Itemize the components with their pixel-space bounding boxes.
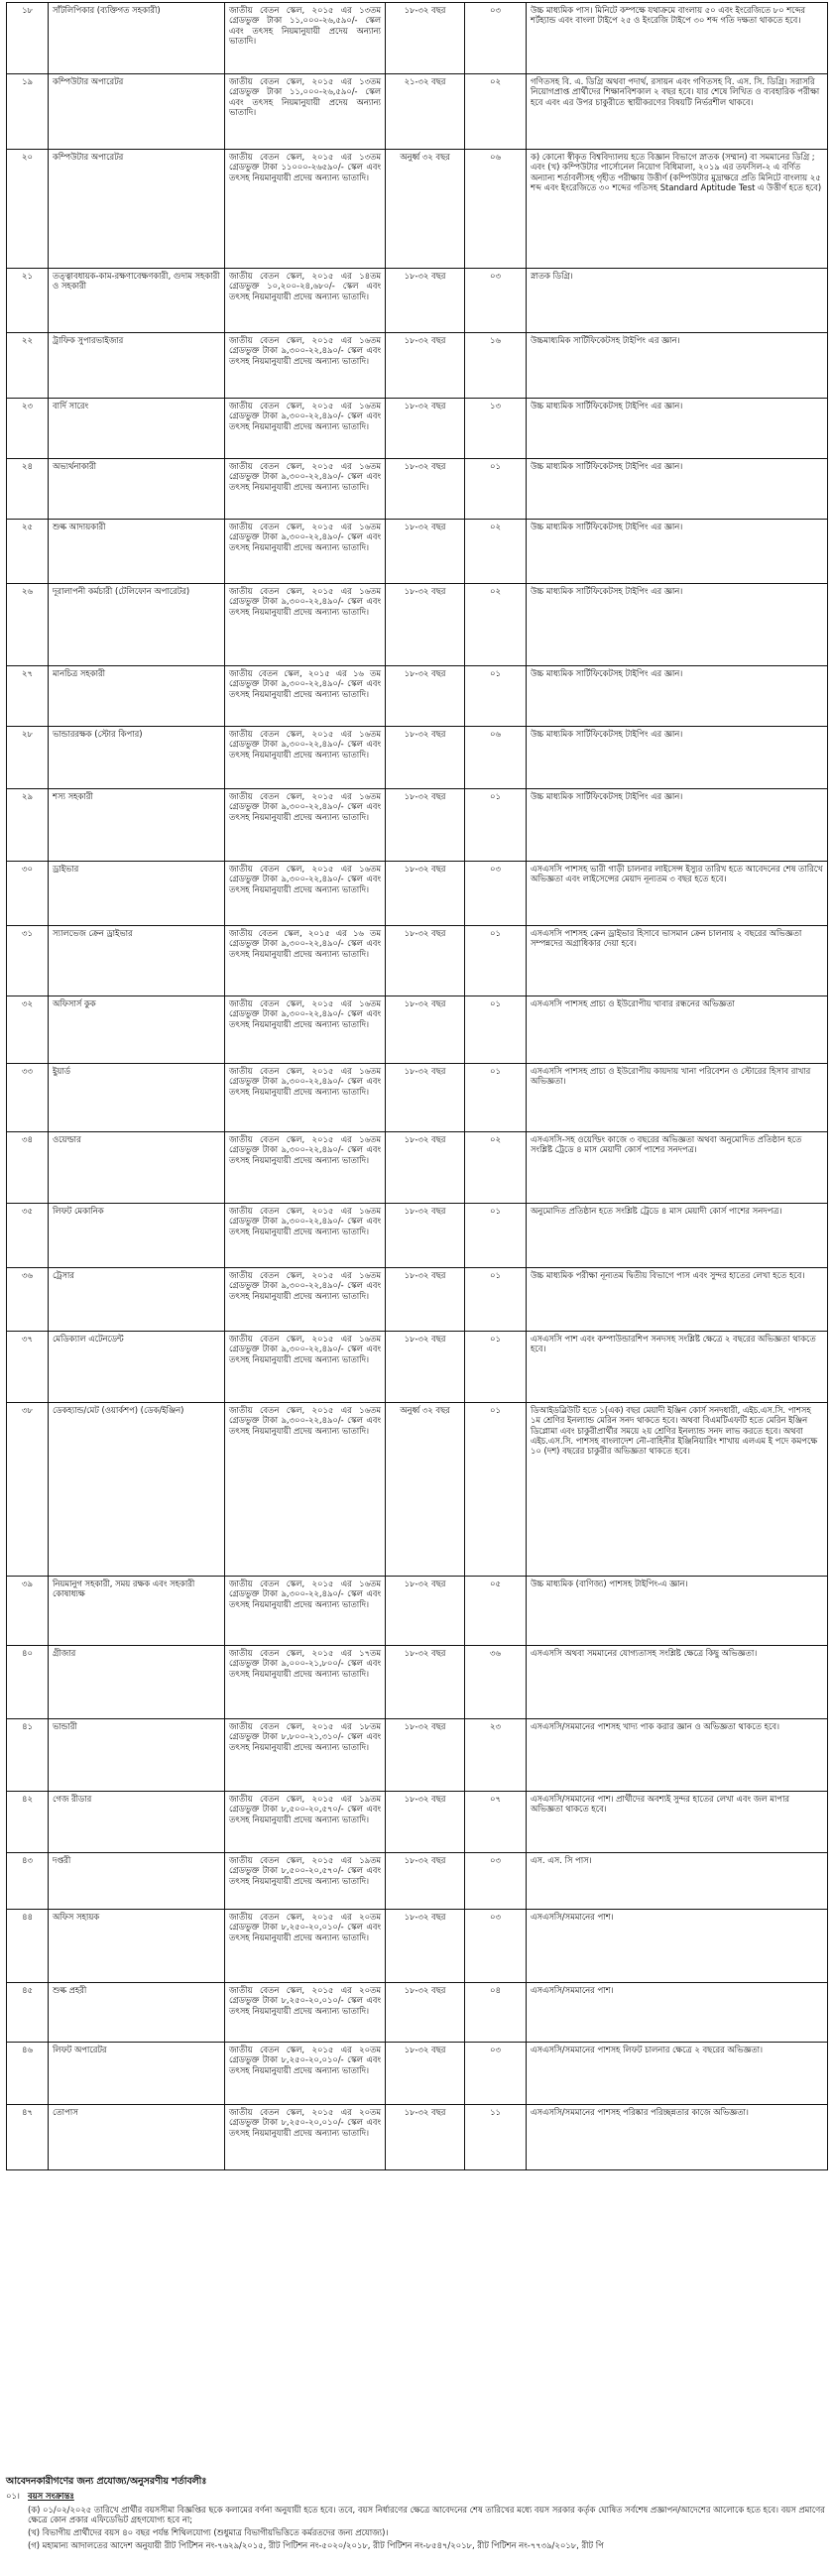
qualification-cell: উচ্চ মাধ্যমিক সার্টিফিকেটসহ টাইপিং এর জ্ঞান।: [527, 666, 828, 727]
qualification-cell: উচ্চ মাধ্যমিক সার্টিফিকেটসহ টাইপিং এর জ্ঞান।: [527, 727, 828, 789]
age-limit-cell: ১৮-৩২ বছর: [386, 2105, 465, 2170]
serial-number-cell: ২৪: [7, 459, 49, 520]
serial-number-cell: ৪৫: [7, 1983, 49, 2043]
vacancy-count-cell: ০২: [465, 584, 527, 666]
pay-scale-cell: জাতীয় বেতন স্কেল, ২০১৫ এর ১৬তম গ্রেডভুক্ত টাকা ৯,৩০০-২২,৪৯০/- স্কেল এবং তৎসহ নিয়মানুযায়ী প্রদেয় অন্যান্য ভাতাদি।: [225, 1064, 386, 1132]
pay-scale-cell: জাতীয় বেতন স্কেল, ২০১৫ এর ১৬তম গ্রেডভুক্ত টাকা ৯,৩০০-২২,৪৯০/- স্কেল এবং তৎসহ নিয়মানুযায়ী প্রদেয় অন্যান্য ভাতাদি।: [225, 399, 386, 459]
post-name-cell: ভান্ডাররক্ষক (স্টোর কিপার): [49, 727, 225, 789]
pay-scale-cell: জাতীয় বেতন স্কেল, ২০১৫ এর ২০তম গ্রেডভুক্ত টাকা ৮,২৫০-২০,০১০/- স্কেল এবং তৎসহ নিয়মানুযায়ী প্রদেয় অন্যান্য ভাতাদি।: [225, 2105, 386, 2170]
age-limit-cell: ১৮-৩২ বছর: [386, 1132, 465, 1204]
pay-scale-cell: জাতীয় বেতন স্কেল, ২০১৫ এর ১৭তম গ্রেডভুক্ত টাকা ৯,০০০-২১,৮০০/- স্কেল এবং তৎসহ নিয়মানুযায়ী প্রদেয় অন্যান্য ভাতাদি।: [225, 1646, 386, 1719]
vacancy-count-cell: ০৪: [465, 1983, 527, 2043]
post-name-cell: শুল্ক প্রহরী: [49, 1983, 225, 2043]
pay-scale-cell: জাতীয় বেতন স্কেল, ২০১৫ এর ১৬তম গ্রেডভুক্ত টাকা ৯,৩০০-২২,৪৯০/- স্কেল এবং তৎসহ নিয়মানুযায়ী প্রদেয় অন্যান্য ভাতাদি।: [225, 1332, 386, 1403]
qualification-cell: এস. এস. সি পাস।: [527, 1853, 828, 1910]
age-limit-cell: ১৮-৩২ বছর: [386, 1064, 465, 1132]
serial-number-cell: ৪৩: [7, 1853, 49, 1910]
qualification-cell: এসএসসি/সমমানের পাশ। প্রার্থীদের অবশ্যই সুন্দর হাতের লেখা এবং জল মাপার অভিজ্ঞতা থাকতে হবে।: [527, 1792, 828, 1853]
qualification-cell: উচ্চ মাধ্যমিক সার্টিফিকেটসহ টাইপিং এর জ্ঞান।: [527, 520, 828, 584]
age-limit-cell: ১৮-৩২ বছর: [386, 333, 465, 399]
serial-number-cell: ২৮: [7, 727, 49, 789]
serial-number-cell: ৩৭: [7, 1332, 49, 1403]
vacancy-count-cell: ০৩: [465, 1853, 527, 1910]
age-limit-cell: ১৮-৩২ বছর: [386, 1792, 465, 1853]
vacancy-count-cell: ১১: [465, 2105, 527, 2170]
serial-number-cell: ৪৬: [7, 2043, 49, 2105]
age-limit-cell: ১৮-৩২ বছর: [386, 459, 465, 520]
table-row: [7, 1332, 828, 1403]
serial-number-cell: ২৬: [7, 584, 49, 666]
serial-number-cell: ৪৪: [7, 1910, 49, 1983]
age-limit-cell: ১৮-৩২ বছর: [386, 666, 465, 727]
post-name-cell: শুল্ক আদায়কারী: [49, 520, 225, 584]
vacancy-count-cell: ০৩: [465, 3, 527, 74]
table-row: [7, 1983, 828, 2043]
pay-scale-cell: জাতীয় বেতন স্কেল, ২০১৫ এর ২০তম গ্রেডভুক্ত টাকা ৮,২৫০-২০,০১০/- স্কেল এবং তৎসহ নিয়মানুযায়ী প্রদেয় অন্যান্য ভাতাদি।: [225, 1983, 386, 2043]
post-name-cell: তোপাস: [49, 2105, 225, 2170]
age-limit-cell: ১৮-৩২ বছর: [386, 520, 465, 584]
table-row: [7, 3, 828, 74]
serial-number-cell: ৩৪: [7, 1132, 49, 1204]
qualification-cell: অনুমোদিত প্রতিষ্ঠান হতে সংশ্লিষ্ট ট্রেডে ৪ মাস মেয়াদী কোর্স পাশের সনদপত্র।: [527, 1204, 828, 1268]
age-limit-cell: ১৮-৩২ বছর: [386, 1983, 465, 2043]
pay-scale-cell: জাতীয় বেতন স্কেল, ২০১৫ এর ১৬ তম গ্রেডভুক্ত টাকা ৯,৩০০-২২,৪৯০/- স্কেল এবং তৎসহ নিয়মানুযায়ী প্রদেয় অন্যান্য ভাতাদি।: [225, 666, 386, 727]
pay-scale-cell: জাতীয় বেতন স্কেল, ২০১৫ এর ২০তম গ্রেডভুক্ত টাকা ৮,২৫০-২০,০১০/- স্কেল এবং তৎসহ নিয়মানুযায়ী প্রদেয় অন্যান্য ভাতাদি।: [225, 2043, 386, 2105]
pay-scale-cell: জাতীয় বেতন স্কেল, ২০১৫ এর ১৬তম গ্রেডভুক্ত টাকা ৯,৩০০-২২,৪৯০/- স্কেল এবং তৎসহ নিয়মানুযায়ী প্রদেয় অন্যান্য ভাতাদি।: [225, 520, 386, 584]
pay-scale-cell: জাতীয় বেতন স্কেল, ২০১৫ এর ১৬তম গ্রেডভুক্ত টাকা ৯,৩০০-২২,৪৯০/- স্কেল এবং তৎসহ নিয়মানুযায়ী প্রদেয় অন্যান্য ভাতাদি।: [225, 1403, 386, 1577]
serial-number-cell: ২২: [7, 333, 49, 399]
pay-scale-cell: জাতীয় বেতন স্কেল, ২০১৫ এর ১৬তম গ্রেডভুক্ত টাকা ৯,৩০০-২২,৪৯০/- স্কেল এবং তৎসহ নিয়মানুযায়ী প্রদেয় অন্যান্য ভাতাদি।: [225, 584, 386, 666]
serial-number-cell: ৩০: [7, 862, 49, 926]
table-row: [7, 520, 828, 584]
vacancy-count-cell: ০৬: [465, 727, 527, 789]
pay-scale-cell: জাতীয় বেতন স্কেল, ২০১৫ এর ১৩তম গ্রেডভুক্ত টাকা ১১,০০০-২৬,৫৯০/- স্কেল এবং তৎসহ নিয়মানুযায়ী প্রদেয় অন্যান্য ভাতাদি।: [225, 3, 386, 74]
serial-number-cell: ২৭: [7, 666, 49, 727]
post-name-cell: মানচিত্র সহকারী: [49, 666, 225, 727]
qualification-cell: এসএসসি পাশ এবং কম্পাউন্ডারশিপ সনদসহ সংশ্লিষ্ট ক্ষেত্রে ২ বছরের অভিজ্ঞতা থাকতে হবে।: [527, 1332, 828, 1403]
post-name-cell: কম্পিউটার অপারেটর: [49, 74, 225, 150]
table-row: [7, 926, 828, 996]
table-row: [7, 1646, 828, 1719]
table-row: [7, 862, 828, 926]
qualification-cell: এসএসসি/সমমানের পাশসহ খাদ্য পাক করার জ্ঞান ও অভিজ্ঞতা থাকতে হবে।: [527, 1719, 828, 1792]
table-row: [7, 1064, 828, 1132]
qualification-cell: ডিআইডব্লিউটি হতে ১(এক) বছর মেয়াদী ইঞ্জিন কোর্স সনদধারী, এইচ.এস.সি. পাশসহ ১ম শ্রেণির ইনল্যান্ড মেরিন সনদ থাকতে হবে। অথবা বিএমটিএফটি হতে মেরিন ইঞ্জিন ডিপ্লোমা এবং চাকুরীপ্রার্থীর সময়ে ২য় শ্রেণির ইনল্যান্ড সনদ লাভ করতে হবে। অথবা এইচ.এস.সি. পাশসহ বাংলাদেশ নৌ-বাহিনীর ইঞ্জিনিয়ারিং শাখায় এলএম ই পদে কমপক্ষে ১০ (দশ) বছরের চাকুরীর অভিজ্ঞতা থাকতে হবে।: [527, 1403, 828, 1577]
qualification-cell: ক) কোনো স্বীকৃত বিশ্ববিদ্যালয় হতে বিজ্ঞান বিভাগে স্নাতক (সম্মান) বা সমমানের ডিগ্রি ; এবং (খ) কম্পিউটার পার্সোনেল নিয়োগ বিধিমালা, ২০১৯ এর তফসিল-২ এ বর্ণিত অন্যান্য শর্তাবলীসহ গৃহীত পরীক্ষায় উত্তীর্ণ (কম্পিউটার মুদ্রাক্ষরে প্রতি মিনিটে বাংলায় ২৫ শব্দ এবং ইংরেজিতে ৩০ শব্দের গতিসহ Standard Aptitude Test এ উত্তীর্ণ হতে হবে): [527, 150, 828, 269]
post-name-cell: নিয়মানুগ সহকারী, সময় রক্ষক এবং সহকারী কোষাধ্যক্ষ: [49, 1577, 225, 1646]
vacancy-count-cell: ০১: [465, 1332, 527, 1403]
table-row: [7, 1910, 828, 1983]
post-name-cell: ডেকহ্যান্ড/মেট (ওয়ার্কশপ) (ডেক/ইঞ্জিন): [49, 1403, 225, 1577]
post-name-cell: কম্পিউটার অপারেটর: [49, 150, 225, 269]
conditions-item-title: বয়স সংক্রান্তঃ: [28, 2491, 74, 2502]
pay-scale-cell: জাতীয় বেতন স্কেল, ২০১৫ এর ১৬তম গ্রেডভুক্ত টাকা ৯,৩০০-২২,৪৯০/- স্কেল এবং তৎসহ নিয়মানুযায়ী প্রদেয় অন্যান্য ভাতাদি।: [225, 459, 386, 520]
age-limit-cell: অনুর্ধ্ব ৩২ বছর: [386, 150, 465, 269]
qualification-cell: এসএসসি/সমমানের পাশ।: [527, 1983, 828, 2043]
vacancy-count-cell: ২৩: [465, 1719, 527, 1792]
vacancy-count-cell: ১৩: [465, 399, 527, 459]
age-limit-cell: ২১-৩২ বছর: [386, 74, 465, 150]
age-limit-cell: ১৮-৩২ বছর: [386, 399, 465, 459]
vacancy-count-cell: ০১: [465, 996, 527, 1064]
vacancy-count-cell: ০৫: [465, 1577, 527, 1646]
post-name-cell: বার্দি সারেং: [49, 399, 225, 459]
qualification-cell: এসএসসি পাশসহ ভারী গাড়ী চালনার লাইসেন্স ইস্যুর তারিখ হতে আবেদনের শেষ তারিখে অভিজ্ঞতা এবং লাইসেন্সের মেয়াদ নূন্যতম ৩ বছর হতে হবে।: [527, 862, 828, 926]
pay-scale-cell: জাতীয় বেতন স্কেল, ২০১৫ এর ১৯তম গ্রেডভুক্ত টাকা ৮,৫০০-২০,৫৭০/- স্কেল এবং তৎসহ নিয়মানুযায়ী প্রদেয় অন্যান্য ভাতাদি।: [225, 1792, 386, 1853]
vacancy-count-cell: ০২: [465, 520, 527, 584]
conditions-heading: আবেদনকারীগণের জন্য প্রযোজ্য/অনুসরণীয় শর্তাবলীঃ: [6, 2476, 207, 2487]
table-row: [7, 1792, 828, 1853]
vacancy-count-cell: ০৬: [465, 150, 527, 269]
table-row: [7, 2043, 828, 2105]
conditions-section: [6, 2476, 827, 2551]
serial-number-cell: ২৩: [7, 399, 49, 459]
qualification-cell: এসএসসি অথবা সমমানের যোগ্যতাসহ সংশ্লিষ্ট ক্ষেত্রে কিছু অভিজ্ঞতা।: [527, 1646, 828, 1719]
post-name-cell: ইুয়ার্ড: [49, 1064, 225, 1132]
vacancy-count-cell: ০১: [465, 789, 527, 862]
posts-table: [6, 2, 828, 2170]
qualification-cell: এসএসসি/সমমানের পাশসহ পরিষ্কার পরিচ্ছন্নতার কাজে অভিজ্ঞতা।: [527, 2105, 828, 2170]
qualification-cell: উচ্চ মাধ্যমিক সার্টিফিকেটসহ টাইপিং এর জ্ঞান।: [527, 584, 828, 666]
age-limit-cell: ১৮-৩২ বছর: [386, 926, 465, 996]
posts-table-body: [7, 3, 828, 2170]
qualification-cell: গণিতসহ বি. এ. ডিগ্রি অথবা পদার্থ, রসায়ন এবং গণিতসহ বি. এস. সি. ডিগ্রি। সরাসরি নিয়োগপ্রাপ্ত প্রার্থীদের শিক্ষানবিশকাল ২ বছর হবে। যার শেষে লিখিত ও ব্যবহারিক পরীক্ষা হবে এবং এর উপর চাকুরীতে স্থায়ীকরণের বিষয়টি নির্ভরশীল থাকবে।: [527, 74, 828, 150]
pay-scale-cell: জাতীয় বেতন স্কেল, ২০১৫ এর ১৪তম গ্রেডভুক্ত ১০,২০০-২৪,৬৮০/- স্কেল এবং তৎসহ নিয়মানুযায়ী প্রদেয় অন্যান্য ভাতাদি।: [225, 269, 386, 333]
vacancy-count-cell: ০৩: [465, 269, 527, 333]
serial-number-cell: ৪০: [7, 1646, 49, 1719]
post-name-cell: দূরালাপনী কর্মচারী (টেলিফোন অপারেটর): [49, 584, 225, 666]
age-limit-cell: অনুর্ধ্ব ৩২ বছর: [386, 1403, 465, 1577]
post-name-cell: অভ্যর্থনাকারী: [49, 459, 225, 520]
age-limit-cell: ১৮-৩২ বছর: [386, 1853, 465, 1910]
table-row: [7, 2105, 828, 2170]
pay-scale-cell: জাতীয় বেতন স্কেল, ২০১৫ এর ১৬তম গ্রেডভুক্ত টাকা ৯,৩০০-২২,৪৯০/- স্কেল এবং তৎসহ নিয়মানুযায়ী প্রদেয় অন্যান্য ভাতাদি।: [225, 1577, 386, 1646]
serial-number-cell: ৩৫: [7, 1204, 49, 1268]
qualification-cell: এসএসসি পাশসহ প্রাচ্য ও ইউরোপীয় খাবার রন্ধনের অভিজ্ঞতা: [527, 996, 828, 1064]
pay-scale-cell: জাতীয় বেতন স্কেল, ২০১৫ এর ১৬তম গ্রেডভুক্ত টাকা ৯,৩০০-২২,৪৯০/- স্কেল এবং তৎসহ নিয়মানুযায়ী প্রদেয় অন্যান্য ভাতাদি।: [225, 727, 386, 789]
serial-number-cell: ১৮: [7, 3, 49, 74]
table-row: [7, 1204, 828, 1268]
vacancy-count-cell: ০১: [465, 666, 527, 727]
age-limit-cell: ১৮-৩২ বছর: [386, 789, 465, 862]
vacancy-count-cell: ০২: [465, 74, 527, 150]
post-name-cell: সাঁটলিপিকার (ব্যক্তিগত সহকারী): [49, 3, 225, 74]
post-name-cell: দপ্তরী: [49, 1853, 225, 1910]
pay-scale-cell: জাতীয় বেতন স্কেল, ২০১৫ এর ১৬তম গ্রেডভুক্ত টাকা ৯,৩০০-২২,৪৯০/- স্কেল এবং তৎসহ নিয়মানুযায়ী প্রদেয় অন্যান্য ভাতাদি।: [225, 333, 386, 399]
pay-scale-cell: জাতীয় বেতন স্কেল, ২০১৫ এর ১৩তম গ্রেডভুক্ত টাকা ১১০০০-২৬৫৯০/- স্কেল এবং তৎসহ নিয়মানুযায়ী প্রদেয় অন্যান্য ভাতাদি।: [225, 150, 386, 269]
age-limit-cell: ১৮-৩২ বছর: [386, 3, 465, 74]
vacancy-count-cell: ৩৬: [465, 1646, 527, 1719]
table-row: [7, 727, 828, 789]
post-name-cell: স্যালভেজ ক্রেন ড্রাইভার: [49, 926, 225, 996]
serial-number-cell: ৩১: [7, 926, 49, 996]
table-row: [7, 1268, 828, 1332]
vacancy-count-cell: ০১: [465, 926, 527, 996]
serial-number-cell: ৪২: [7, 1792, 49, 1853]
post-name-cell: লিফট মেকানিক: [49, 1204, 225, 1268]
table-row: [7, 996, 828, 1064]
serial-number-cell: ৩৩: [7, 1064, 49, 1132]
pay-scale-cell: জাতীয় বেতন স্কেল, ২০১৫ এর ১৬ তম গ্রেডভুক্ত টাকা ৯,৩০০-২২,৪৯০/- স্কেল এবং তৎসহ নিয়মানুযায়ী প্রদেয় অন্যান্য ভাতাদি।: [225, 926, 386, 996]
conditions-line-a: (ক) ০১/০২/২০২৫ তারিখে প্রার্থীর বয়সসীমা বিজ্ঞপ্তির ছকে কলামের বর্ণনা অনুযায়ী হতে হবে। তবে, বয়স নির্ধারণের ক্ষেত্রে আবেদনের শেষ তারিখের মধ্যে বয়স সরকার কর্তৃক ঘোষিত সর্বশেষ প্রজ্ঞাপন/আদেশের আলোকে হতে হবে। বয়স প্রমাণের ক্ষেত্রে কোন প্রকার এফিডেভিট গ্রহণযোগ্য হবে না;: [28, 2504, 825, 2524]
age-limit-cell: ১৮-৩২ বছর: [386, 2043, 465, 2105]
table-row: [7, 333, 828, 399]
vacancy-count-cell: ০৩: [465, 862, 527, 926]
serial-number-cell: ১৯: [7, 74, 49, 150]
qualification-cell: উচ্চ মাধ্যমিক সার্টিফিকেটসহ টাইপিং এর জ্ঞান।: [527, 789, 828, 862]
post-name-cell: ড্রাইভার: [49, 862, 225, 926]
age-limit-cell: ১৮-৩২ বছর: [386, 1577, 465, 1646]
post-name-cell: ভান্ডারী: [49, 1719, 225, 1792]
serial-number-cell: ৩৮: [7, 1403, 49, 1577]
serial-number-cell: ৩৯: [7, 1577, 49, 1646]
qualification-cell: স্নাতক ডিগ্রি।: [527, 269, 828, 333]
post-name-cell: গেজ রীডার: [49, 1792, 225, 1853]
post-name-cell: ট্রেসার: [49, 1268, 225, 1332]
table-row: [7, 1719, 828, 1792]
pay-scale-cell: জাতীয় বেতন স্কেল, ২০১৫ এর ২০তম গ্রেডভুক্ত টাকা ৮,২৫০-২০,০১০/- স্কেল এবং তৎসহ নিয়মানুযায়ী প্রদেয় অন্যান্য ভাতাদি।: [225, 1910, 386, 1983]
age-limit-cell: ১৮-৩২ বছর: [386, 727, 465, 789]
table-row: [7, 666, 828, 727]
vacancy-count-cell: ০১: [465, 1268, 527, 1332]
vacancy-count-cell: ০৭: [465, 1792, 527, 1853]
age-limit-cell: ১৮-৩২ বছর: [386, 862, 465, 926]
conditions-item-number: ০১।: [6, 2491, 20, 2502]
age-limit-cell: ১৮-৩২ বছর: [386, 1719, 465, 1792]
table-row: [7, 150, 828, 269]
table-row: [7, 1403, 828, 1577]
age-limit-cell: ১৮-৩২ বছর: [386, 1332, 465, 1403]
vacancy-count-cell: ০১: [465, 1064, 527, 1132]
age-limit-cell: ১৮-৩২ বছর: [386, 269, 465, 333]
vacancy-count-cell: ০১: [465, 459, 527, 520]
conditions-item: [6, 2491, 827, 2501]
table-row: [7, 269, 828, 333]
qualification-cell: এসএসসি পাশসহ ক্রেন ড্রাইভার হিসাবে ভাসমান ক্রেন চালনায় ২ বছরের অভিজ্ঞতা সম্পন্নদের অগ্রাধিকার দেয়া হবে।: [527, 926, 828, 996]
pay-scale-cell: জাতীয় বেতন স্কেল, ২০১৫ এর ১৬তম গ্রেডভুক্ত টাকা ৯,৩০০-২২,৪৯০/- স্কেল এবং তৎসহ নিয়মানুযায়ী প্রদেয় অন্যান্য ভাতাদি।: [225, 1204, 386, 1268]
age-limit-cell: ১৮-৩২ বছর: [386, 1910, 465, 1983]
qualification-cell: উচ্চ মাধ্যমিক পরীক্ষা নূন্যতম দ্বিতীয় বিভাগে পাস এবং সুন্দর হাতের লেখা হতে হবে।: [527, 1268, 828, 1332]
age-limit-cell: ১৮-৩২ বছর: [386, 996, 465, 1064]
post-name-cell: মেডিক্যাল এটেনডেন্ট: [49, 1332, 225, 1403]
serial-number-cell: ৩৬: [7, 1268, 49, 1332]
age-limit-cell: ১৮-৩২ বছর: [386, 1268, 465, 1332]
pay-scale-cell: জাতীয় বেতন স্কেল, ২০১৫ এর ১৩তম গ্রেডভুক্ত টাকা ১১,০০০-২৬,৫৯০/- স্কেল এবং তৎসহ নিয়মানুযায়ী প্রদেয় অন্যান্য ভাতাদি।: [225, 74, 386, 150]
vacancy-count-cell: ১৬: [465, 333, 527, 399]
post-name-cell: ট্রাফিক সুপারভাইজার: [49, 333, 225, 399]
qualification-cell: এসএসসি/সমমানের পাশসহ লিফট চালনার ক্ষেত্রে ২ বছরের অভিজ্ঞতা।: [527, 2043, 828, 2105]
serial-number-cell: ৩২: [7, 996, 49, 1064]
qualification-cell: এসএসসি-সহ ওয়েল্ডিং কাজে ৩ বছরের অভিজ্ঞতা অথবা অনুমোদিত প্রতিষ্ঠান হতে সংশ্লিষ্ট ট্রেডে ৪ মাস মেয়াদী কোর্স পাশের সনদপত্র।: [527, 1132, 828, 1204]
post-name-cell: শস্য সহকারী: [49, 789, 225, 862]
serial-number-cell: ২১: [7, 269, 49, 333]
conditions-line-c: (গ) মহামান্য আদালতের আদেশ অনুযায়ী রীট পিটিশন নং-৭৬২৯/২০১৫, রীট পিটিশন নং-৫০২০/২০১৮, রীট পিটিশন নং-৮৫৪৭/২০১৮, রীট পিটিশন নং-৭৭৩৯/২০১৮, রীট পি: [28, 2540, 604, 2551]
conditions-line-b: (খ) বিভাগীয় প্রার্থীদের বয়স ৪০ বছর পর্যন্ত শিথিলযোগ্য (শুধুমাত্র বিভাগীয়ভিত্তিতে কর্মরতদের জন্য প্রযোজ্য)।: [28, 2527, 389, 2538]
table-row: [7, 459, 828, 520]
pay-scale-cell: জাতীয় বেতন স্কেল, ২০১৫ এর ১৬তম গ্রেডভুক্ত টাকা ৯,৩০০-২২,৪৯০/- স্কেল এবং তৎসহ নিয়মানুযায়ী প্রদেয় অন্যান্য ভাতাদি।: [225, 996, 386, 1064]
table-row: [7, 74, 828, 150]
vacancy-count-cell: ০১: [465, 1403, 527, 1577]
vacancy-count-cell: ০২: [465, 1132, 527, 1204]
post-name-cell: ওয়েল্ডার: [49, 1132, 225, 1204]
table-row: [7, 584, 828, 666]
qualification-cell: উচ্চমাধ্যমিক সার্টিফিকেটসহ টাইপিং এর জ্ঞান।: [527, 333, 828, 399]
pay-scale-cell: জাতীয় বেতন স্কেল, ২০১৫ এর ১৬তম গ্রেডভুক্ত টাকা ৯,৩০০-২২,৪৯০/- স্কেল এবং তৎসহ নিয়মানুযায়ী প্রদেয় অন্যান্য ভাতাদি।: [225, 1132, 386, 1204]
serial-number-cell: ২৯: [7, 789, 49, 862]
vacancy-count-cell: ০১: [465, 1204, 527, 1268]
post-name-cell: তত্ত্বাবধায়ক-কাম-রক্ষণাবেক্ষণকারী, গুদাম সহকারী ও সহকারী: [49, 269, 225, 333]
serial-number-cell: ২৫: [7, 520, 49, 584]
post-name-cell: অফিস সহায়ক: [49, 1910, 225, 1983]
age-limit-cell: ১৮-৩২ বছর: [386, 584, 465, 666]
age-limit-cell: ১৮-৩২ বছর: [386, 1646, 465, 1719]
serial-number-cell: ৪৭: [7, 2105, 49, 2170]
post-name-cell: লিফট অপারেটর: [49, 2043, 225, 2105]
table-row: [7, 1132, 828, 1204]
post-name-cell: অফিসার্স কুক: [49, 996, 225, 1064]
vacancy-count-cell: ০৩: [465, 1910, 527, 1983]
serial-number-cell: ২০: [7, 150, 49, 269]
table-row: [7, 1577, 828, 1646]
qualification-cell: উচ্চ মাধ্যমিক পাস। মিনিটে কম্পক্ষে যথাক্রমে বাংলায় ৫০ এবং ইংরেজিতে ৮০ শব্দের শর্টহ্যান্ড এবং বাংলা টাইপে ২৫ ও ইংরেজি টাইপে ৩০ শব্দ গতি দক্ষতা থাকতে হবে।: [527, 3, 828, 74]
post-name-cell: গ্রীজার: [49, 1646, 225, 1719]
pay-scale-cell: জাতীয় বেতন স্কেল, ২০১৫ এর ১৬তম গ্রেডভুক্ত টাকা ৯,৩০০-২২,৪৯০/- স্কেল এবং তৎসহ নিয়মানুযায়ী প্রদেয় অন্যান্য ভাতাদি।: [225, 1268, 386, 1332]
serial-number-cell: ৪১: [7, 1719, 49, 1792]
age-limit-cell: ১৮-৩২ বছর: [386, 1204, 465, 1268]
pay-scale-cell: জাতীয় বেতন স্কেল, ২০১৫ এর ১৯তম গ্রেডভুক্ত টাকা ৮,৫০০-২০,৫৭০/- স্কেল এবং তৎসহ নিয়মানুযায়ী প্রদেয় অন্যান্য ভাতাদি।: [225, 1853, 386, 1910]
qualification-cell: উচ্চ মাধ্যমিক সার্টিফিকেটসহ টাইপিং এর জ্ঞান।: [527, 459, 828, 520]
table-row: [7, 1853, 828, 1910]
qualification-cell: উচ্চ মাধ্যমিক সার্টিফিকেটসহ টাইপিং এর জ্ঞান।: [527, 399, 828, 459]
qualification-cell: উচ্চ মাধ্যমিক (বাণিজ্য) পাশসহ টাইপিং-এ জ্ঞান।: [527, 1577, 828, 1646]
vacancy-count-cell: ০৩: [465, 2043, 527, 2105]
qualification-cell: এসএসসি পাশসহ প্রাচ্য ও ইউরোপীয় কায়দায় খানা পরিবেশন ও স্টোরের হিসাব রাখার অভিজ্ঞতা।: [527, 1064, 828, 1132]
table-row: [7, 399, 828, 459]
qualification-cell: এসএসসি/সমমানের পাশ।: [527, 1910, 828, 1983]
table-row: [7, 789, 828, 862]
pay-scale-cell: জাতীয় বেতন স্কেল, ২০১৫ এর ১৬তম গ্রেডভুক্ত টাকা ৯,৩০০-২২,৪৯০/- স্কেল এবং তৎসহ নিয়মানুযায়ী প্রদেয় অন্যান্য ভাতাদি।: [225, 862, 386, 926]
pay-scale-cell: জাতীয় বেতন স্কেল, ২০১৫ এর ১৬তম গ্রেডভুক্ত টাকা ৯,৩০০-২২,৪৯০/- স্কেল এবং তৎসহ নিয়মানুযায়ী প্রদেয় অন্যান্য ভাতাদি।: [225, 789, 386, 862]
pay-scale-cell: জাতীয় বেতন স্কেল, ২০১৫ এর ১৮তম গ্রেডভুক্ত টাকা ৮,৮০০-২১,৩১০/- স্কেল এবং তৎসহ নিয়মানুযায়ী প্রদেয় অন্যান্য ভাতাদি।: [225, 1719, 386, 1792]
